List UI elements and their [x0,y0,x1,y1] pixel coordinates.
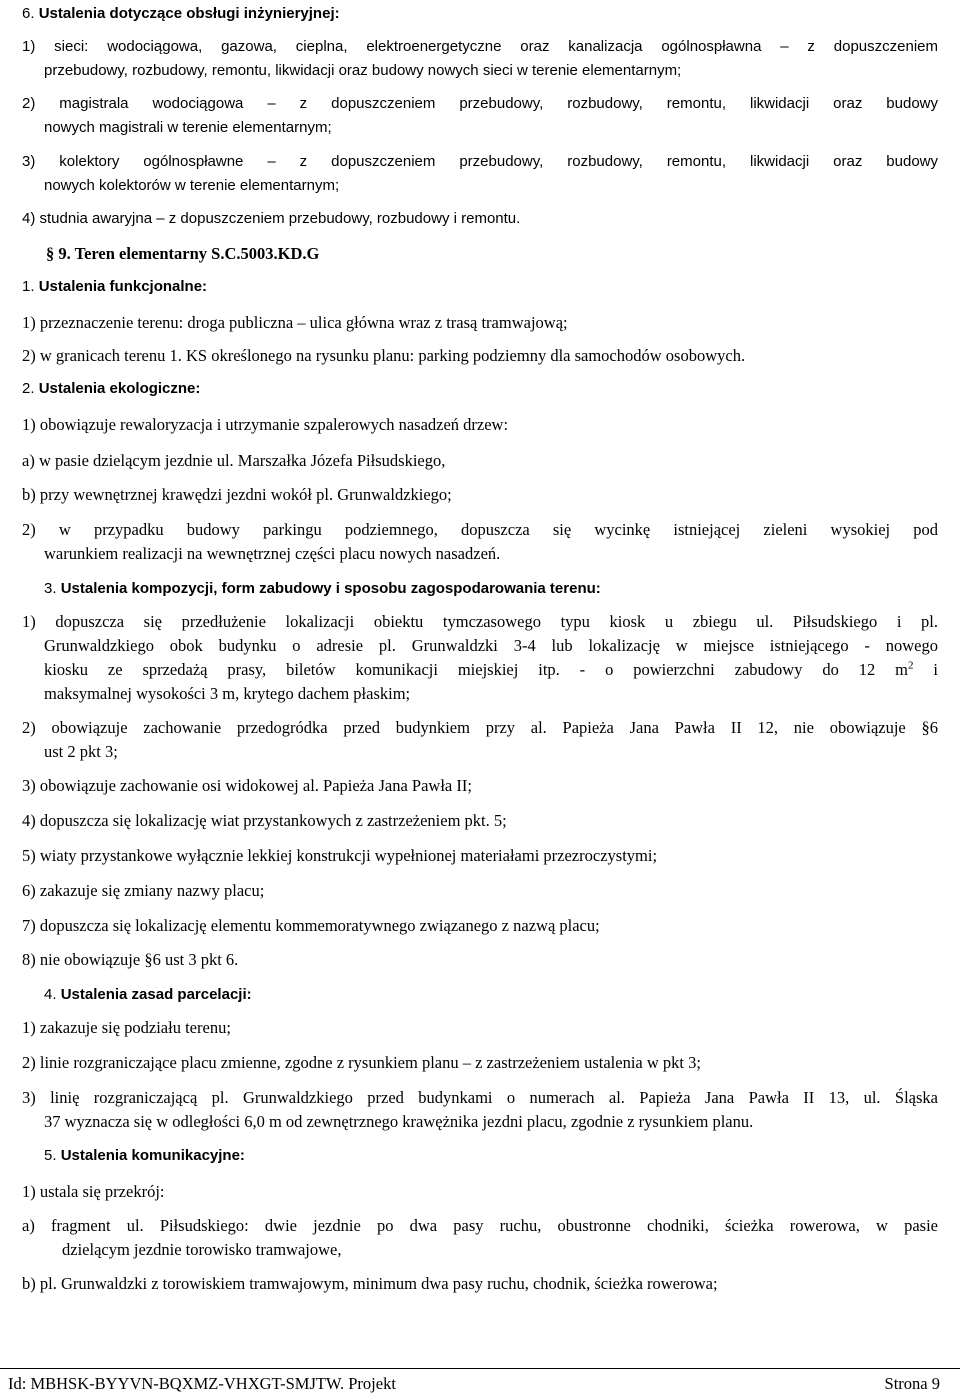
s2-item-2-line-1: 2) w przypadku budowy parkingu podziemnego, dopuszcza się wycinkę istniejącej zieleni wysokiej pod [22,520,938,539]
section-4-number: 4. [44,986,57,1003]
s6-item-4: 4) studnia awaryjna – z dopuszczeniem przebudowy, rozbudowy i remontu. [22,210,521,227]
s3-item-1-line-2: Grunwaldzkiego obok budynku o adresie pl. Grunwaldzki 3-4 lub lokalizację w miejsce istniejącego - nowego [44,636,938,655]
s5-item-1a-line-2: dzielącym jezdnie torowisko tramwajowe, [62,1240,342,1259]
section-4-heading [44,984,960,1006]
section-9-heading: § 9. Teren elementarny S.C.5003.KD.G [46,244,320,263]
section-5-title: Ustalenia komunikacyjne: [60,1147,245,1164]
section-3-title: Ustalenia kompozycji, form zabudowy i sposobu zagospodarowania terenu: [60,580,601,597]
s5-item-1a-line-1: a) fragment ul. Piłsudskiego: dwie jezdnie po dwa pasy ruchu, obustronne chodniki, ścieżka rowerowa, w pasie [22,1216,938,1235]
s5-item-1: 1) ustala się przekrój: [22,1182,165,1201]
s3-item-7: 7) dopuszcza się lokalizację elementu kommemoratywnego związanego z nazwą placu; [22,916,600,935]
s3-item-1-line-3-end: i [913,660,938,679]
section-3-heading [44,578,960,600]
s6-item-1-line-2: przebudowy, rozbudowy, remontu, likwidacji oraz budowy nowych sieci w terenie elementarnym; [44,62,682,79]
section-4-title: Ustalenia zasad parcelacji: [60,986,252,1003]
s3-item-8: 8) nie obowiązuje §6 ust 3 pkt 6. [22,950,239,969]
section-2-heading [22,378,938,400]
section-6-heading [22,3,938,25]
footer-document-id: Id: MBHSK-BYYVN-BQXMZ-VHXGT-SMJTW. Projekt [8,1374,396,1393]
s3-item-4: 4) dopuszcza się lokalizację wiat przystankowych z zastrzeżeniem pkt. 5; [22,811,507,830]
s4-item-3-line-1: 3) linię rozgraniczającą pl. Grunwaldzkiego przed budynkami o numerach al. Papieża Jana Pawła II 13, ul. Śląska [22,1088,938,1107]
section-6-number: 6. [22,5,35,22]
s6-item-2-line-2: nowych magistrali w terenie elementarnym; [44,119,332,136]
s1-item-2: 2) w granicach terenu 1. KS określonego na rysunku planu: parking podziemny dla samochodów osobowych. [22,346,746,365]
section-3-number: 3. [44,580,57,597]
s2-item-1: 1) obowiązuje rewaloryzacja i utrzymanie szpalerowych nasadzeń drzew: [22,415,509,434]
s3-item-6: 6) zakazuje się zmiany nazwy placu; [22,881,265,900]
s3-item-1-line-1: 1) dopuszcza się przedłużenie lokalizacji obiektu tymczasowego typu kiosk u zbiegu ul. Piłsudskiego i pl. [22,612,938,631]
s1-item-1: 1) przeznaczenie terenu: droga publiczna – ulica główna wraz z trasą tramwajową; [22,313,568,332]
footer-page-number: Strona 9 [884,1374,940,1393]
s3-item-1-line-4: maksymalnej wysokości 3 m, krytego dachem płaskim; [44,684,411,703]
section-5-heading [44,1145,960,1167]
section-1-title: Ustalenia funkcjonalne: [38,278,208,295]
s4-item-2: 2) linie rozgraniczające placu zmienne, zgodne z rysunkiem planu – z zastrzeżeniem ustalenia w pkt 3; [22,1053,701,1072]
s3-item-2-line-2: ust 2 pkt 3; [44,742,118,761]
s3-item-2-line-1: 2) obowiązuje zachowanie przedogródka przed budynkiem przy al. Papieża Jana Pawła II 12, nie obowiązuje §6 [22,718,938,737]
section-2-title: Ustalenia ekologiczne: [38,380,201,397]
s3-item-3: 3) obowiązuje zachowanie osi widokowej al. Papieża Jana Pawła II; [22,776,472,795]
section-5-number: 5. [44,1147,57,1164]
s6-item-3-line-2: nowych kolektorów w terenie elementarnym; [44,177,340,194]
s6-item-2-line-1: 2) magistrala wodociągowa – z dopuszczeniem przebudowy, rozbudowy, remontu, likwidacji oraz budowy [22,95,938,112]
s3-item-5: 5) wiaty przystankowe wyłącznie lekkiej konstrukcji wypełnionej materiałami przezroczystymi; [22,846,658,865]
s3-item-1-line-3-text: kiosku ze sprzedażą prasy, biletów komunikacji miejskiej itp. - o powierzchni zabudowy do 12 m [44,660,908,679]
footer-divider [0,1368,960,1369]
s3-item-1-line-3 [44,659,938,681]
s2-item-1a: a) w pasie dzielącym jezdnie ul. Marszałka Józefa Piłsudskiego, [22,451,446,470]
section-2-number: 2. [22,380,35,397]
s2-item-2-line-2: warunkiem realizacji na wewnętrznej części placu nowych nasadzeń. [44,544,501,563]
s5-item-1b: b) pl. Grunwaldzki z torowiskiem tramwajowym, minimum dwa pasy ruchu, chodnik, ścieżka rowerowa; [22,1274,718,1293]
s4-item-1: 1) zakazuje się podziału terenu; [22,1018,231,1037]
section-1-heading [22,276,938,298]
s2-item-1b: b) przy wewnętrznej krawędzi jezdni wokół pl. Grunwaldzkiego; [22,485,452,504]
s6-item-1-line-1: 1) sieci: wodociągowa, gazowa, cieplna, elektroenergetyczne oraz kanalizacja ogólnospławna – z dopuszczeniem [22,38,938,55]
section-1-number: 1. [22,278,35,295]
s4-item-3-line-2: 37 wyznacza się w odległości 6,0 m od zewnętrznego krawężnika jezdni placu, zgodnie z rysunkiem planu. [44,1112,754,1131]
s6-item-3-line-1: 3) kolektory ogólnospławne – z dopuszczeniem przebudowy, rozbudowy, remontu, likwidacji oraz budowy [22,153,938,170]
squared-superscript: 2 [908,659,914,672]
section-6-title: Ustalenia dotyczące obsługi inżynieryjnej: [38,5,340,22]
